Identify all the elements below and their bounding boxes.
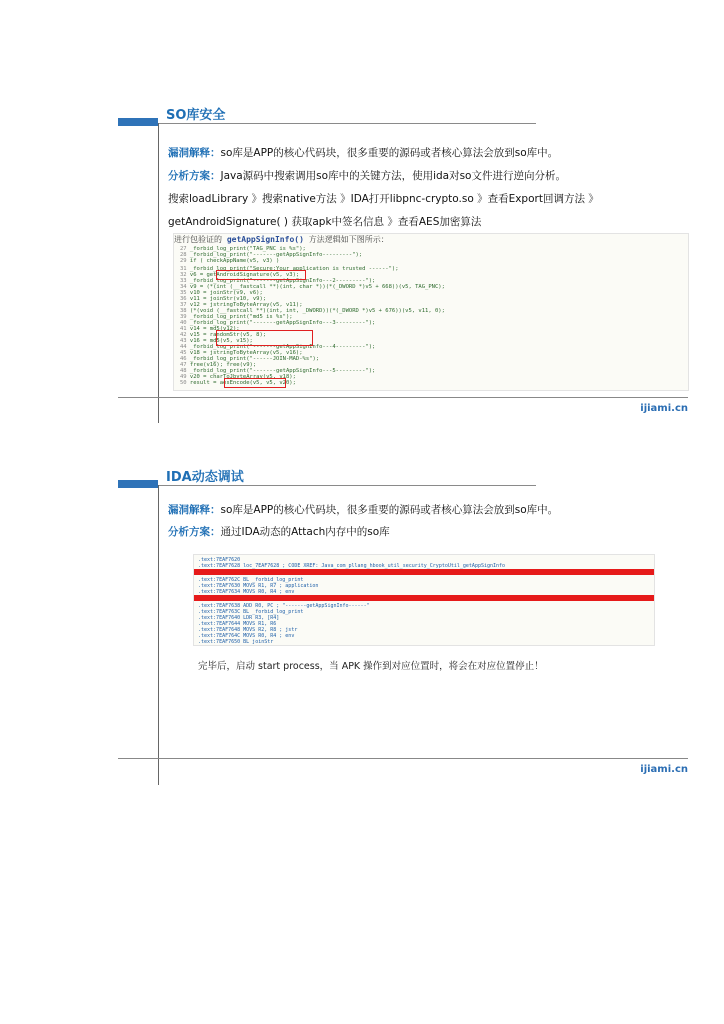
title-accent-bar: [118, 480, 158, 488]
bottom-rule: [118, 397, 688, 398]
title-rule: [158, 485, 536, 486]
left-divider: [158, 485, 159, 785]
highlight-box: [216, 270, 306, 280]
code-screenshot: 进行包验证的 getAppSignInfo() 方法逻辑如下图所示： 27 _forbid_log_print("TAG_PNC is %s"); 28 _forbid_log_print("-------getAppSignInfo---------"); 29 if ( checkAppName(v5, v3) ) 31 _forbid_log_print("Secure:Your application is trusted ------"); 32 v6 = getAndroidSignature(v5, v3); 33 _forbid_log_print("-------getAppSignInfo---2---------"); 34 v9 = (*(int (__fastcall **)(int, char *))(*(_DWORD *)v5 + 668))(v5, TAG_PNC); 35 v10 = joinStr(v9, v6); 36 v11 = joinStr(v10, v9); 37 v12 = jstringToByteArray(v5, v11); 38 (*(void (__fastcall **)(int, int, _DWORD))(*(_DWORD *)v5 + 676))(v5, v11, 0); 39 _forbid_log_print("md5 is %s"); 40 _forbid_log_print("-------getAppSignInfo---3---------"); 41 v14 = md5(v12); 42 v15 = randomStr(v5, 8); 43 v16 = md5(v5, v15); 44 _forbid_log_print("-------getAppSignInfo---4---------"); 45 v18 = jstringToByteArray(v5, v16); 46 _forbid_log_print("------JOIN-MAD-%s"); 47 free(v16); free(v9); 48 _forbid_log_print("-------getAppSignInfo---5---------"); 49 v20 = charToJbyteArray(v5, v18); 50 result = aesEncode(v5, v5, v20);: [173, 233, 689, 391]
label-explanation: 漏洞解释：: [168, 147, 221, 159]
brand-label: ijiami.cn: [640, 764, 688, 775]
highlight-box: [216, 330, 313, 346]
debug-caption: 完毕后，启动 start process，当 APK 操作到对应位置时，将会在对应位置停止！: [198, 661, 544, 672]
analysis-steps-continued: getAndroidSignature( ) 获取apk中签名信息 》查看AES加密算法: [168, 216, 482, 228]
code-caption: 进行包验证的 getAppSignInfo() 方法逻辑如下图所示：: [174, 235, 389, 244]
section-title: SO库安全: [166, 108, 226, 123]
analysis-plan: [168, 524, 390, 539]
label-analysis: 分析方案：: [168, 170, 221, 182]
slide-ida-dynamic-debug: [118, 462, 688, 784]
brand-label: ijiami.cn: [640, 403, 688, 414]
analysis-steps: 搜索loadLibrary 》搜索native方法 》IDA打开libpnc-crypto.so 》查看Export回调方法 》: [168, 193, 599, 205]
analysis-text: Java源码中搜索调用so库中的关键方法，使用ida对so文件进行逆向分析。: [220, 170, 566, 182]
slide-so-library-security: [118, 100, 688, 422]
explanation-text: so库是APP的核心代码块，很多重要的源码或者核心算法会放到so库中。: [220, 504, 559, 516]
analysis-text: 通过IDA动态的Attach内存中的so库: [220, 526, 390, 538]
ida-disassembly-screenshot: .text:7EAF7620 .text:7EAF7628 loc_7EAF7628 ; CODE XREF: Java_com_pllang_hbook_util_security_CryptoUtil_getAppSignInfo .text:7EAF762C BL _forbid_log_print .text:7EAF7630 MOVS R1, R7 ; application .text:7EAF7634 MOVS R0, R4 ; env .text:7EAF7638 ADD R0, PC ; "-------getAppSignInfo------" .text:7EAF763C BL _forbid_log_print .text:7EAF7640 LDR R3, [R4] .text:7EAF7644 MOVS R1, R6 .text:7EAF7648 MOVS R2, R8 ; jstr .text:7EAF764C MOVS R0, R4 ; env .text:7EAF7650 BL joinStr: [193, 554, 655, 646]
analysis-plan: [168, 168, 566, 183]
label-explanation: 漏洞解释：: [168, 504, 221, 516]
explanation-text: so库是APP的核心代码块，很多重要的源码或者核心算法会放到so库中。: [220, 147, 559, 159]
breakpoint-highlight: [194, 569, 654, 575]
highlight-box: [224, 378, 286, 388]
left-divider: [158, 123, 159, 423]
vulnerability-explanation: [168, 145, 558, 160]
section-title: IDA动态调试: [166, 470, 244, 485]
vulnerability-explanation: [168, 502, 558, 517]
bottom-rule: [118, 758, 688, 759]
label-analysis: 分析方案：: [168, 526, 221, 538]
title-accent-bar: [118, 118, 158, 126]
title-rule: [158, 123, 536, 124]
breakpoint-highlight: [194, 595, 654, 601]
